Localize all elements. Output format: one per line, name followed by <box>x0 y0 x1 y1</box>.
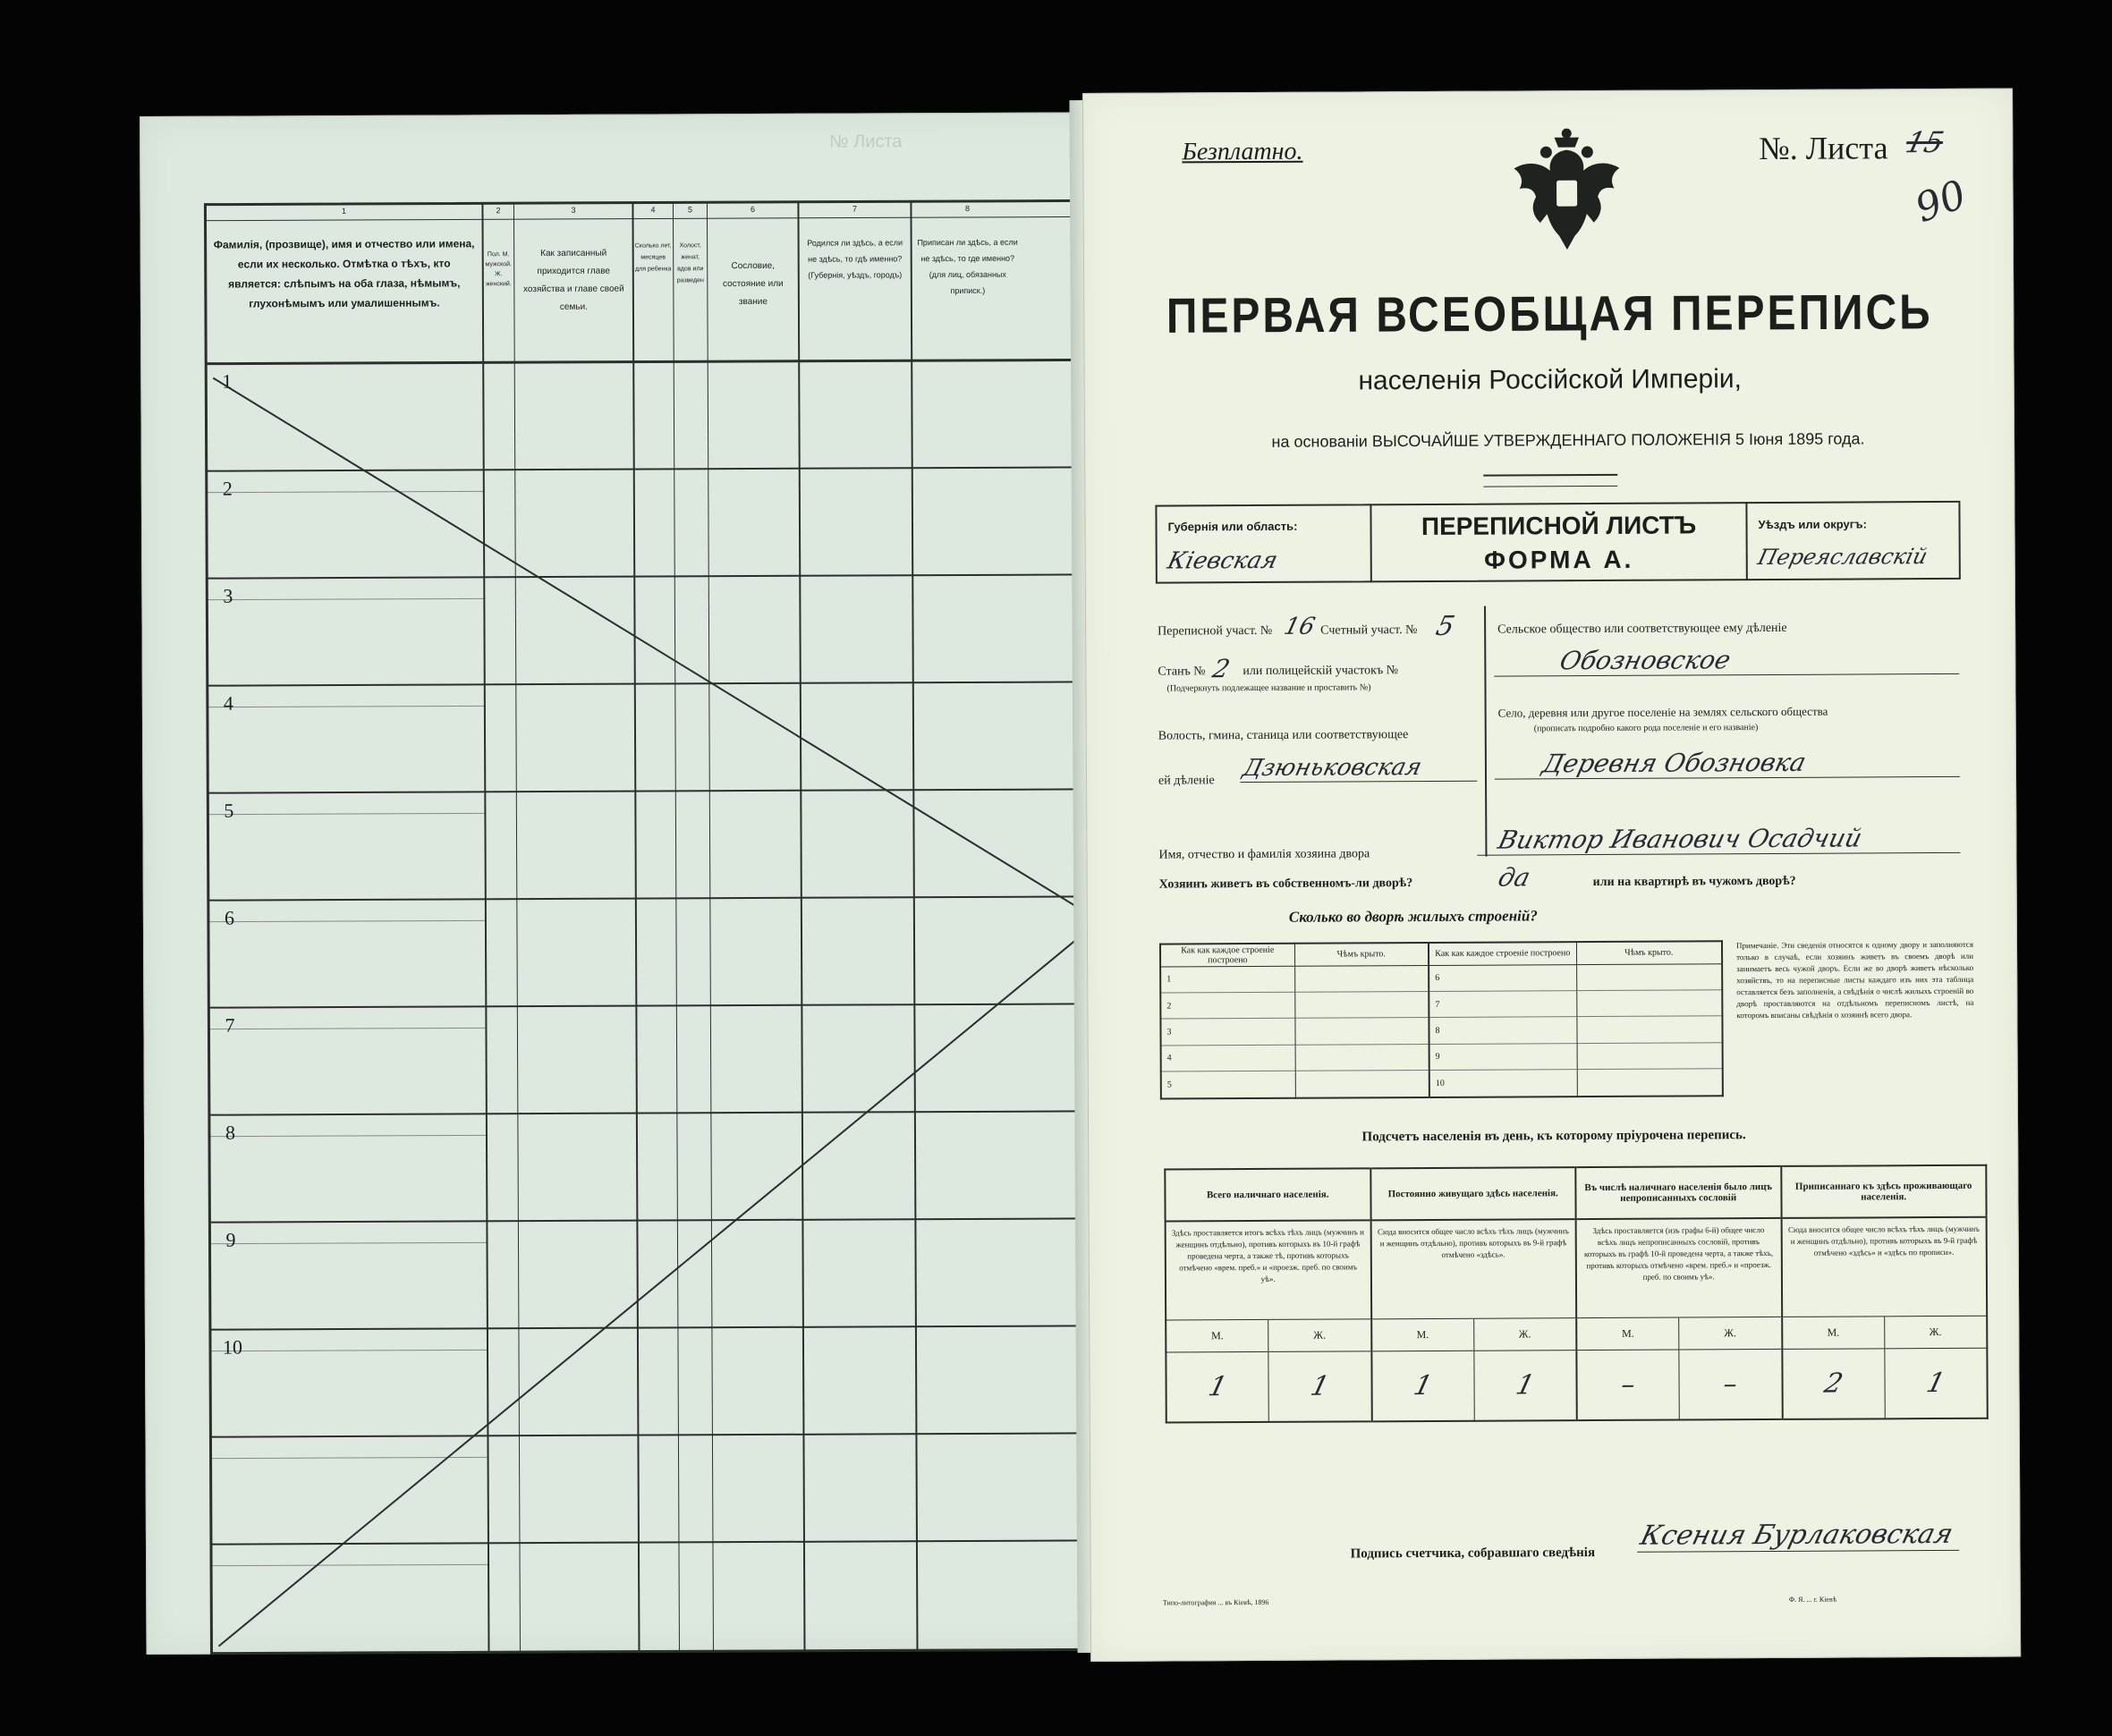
bld-head-b-right: Чѣмъ крыто. <box>1624 947 1674 959</box>
buildings-note: Примечаніе. Эти сведенія относятся к одному двору и заполняются только в случаѣ, если хозяинъ живетъ въ своемъ дворѣ или занимаетъ весь чужой дворъ. Если же во дворѣ живетъ нѣсколько хозяйствъ, то на переписные листы каждаго изъ них эта таблица оставляется безъ заполненія, а свѣдѣнія о числѣ жилыхъ строеній во дворѣ проставляются на отдѣльномъ переписномъ листѣ, на которомъ вписаны свѣдѣнія о хозяинѣ всего двора. <box>1735 939 1974 1020</box>
uezd-value: Переяславскій <box>1755 544 1930 571</box>
info-divider <box>1484 606 1487 857</box>
sum-value-unregistered-m: – <box>1568 1349 1688 1420</box>
sum-header-unregistered: Въ числѣ наличнаго населенія было лицъ непрописанныхъ сословій <box>1575 1166 1781 1219</box>
sum-value-total-f: 1 <box>1260 1351 1380 1422</box>
bld-row-right: 9 <box>1429 1043 1577 1070</box>
page-basis: на основаніи ВЫСОЧАЙШЕ УТВЕРЖДЕННАГО ПОЛОЖЕНІЯ 5 Іюня 1895 года. <box>1271 429 1865 451</box>
sum-header-total: Всего наличнаго населенія. <box>1165 1168 1370 1221</box>
volost-label: Волость, гмина, станица или соответствующее <box>1158 728 1409 743</box>
volost-label-2: ей дѣленіе <box>1158 774 1215 788</box>
row-number-3: 3 <box>223 584 233 607</box>
bld-row-left: 5 <box>1161 1071 1295 1098</box>
police-label: или полицейскій участокъ № <box>1243 664 1399 679</box>
row-number-4: 4 <box>223 691 233 715</box>
page-subtitle: населенія Россійской Имперіи, <box>1358 364 1743 396</box>
sum-sex-label: Ж. <box>1679 1317 1782 1350</box>
sum-note-unregistered: Здѣсь проставляется (изъ графы 6-й) общее число всѣхъ лицъ непрописанныхъ сословій, противъ которыхъ въ графѣ 10-й проведена черта, а также тѣхъ, противъ которыхъ отмѣчено «врем. преб.» и «проезж. преб. по своимъ уѣ». <box>1576 1218 1782 1317</box>
owner-value: Виктор Иванович Осадчий <box>1477 823 1967 856</box>
row-number-2: 2 <box>222 477 233 500</box>
col-header-6: Сословие, состояние или звание <box>723 260 784 308</box>
bld-head-a-left: Как как каждое строеніе построено <box>1160 944 1294 967</box>
sum-sex-label: М. <box>1782 1316 1885 1349</box>
uchast-value: 16 <box>1281 613 1318 640</box>
col-num-4: 4 <box>650 205 656 215</box>
ornament-divider <box>1483 474 1617 487</box>
corner-number: 90 <box>1909 171 1972 233</box>
row-number-1: 1 <box>222 369 233 393</box>
sheet-label: №. Листа <box>1759 130 1888 167</box>
sum-sex-label: Ж. <box>1473 1317 1576 1351</box>
bld-row-right: 10 <box>1429 1069 1577 1097</box>
owner-label: Имя, отчество и фамилія хозяина двора <box>1158 847 1370 862</box>
sum-sex-label: М. <box>1371 1318 1474 1351</box>
volost-value: Дзюньковская <box>1240 754 1484 783</box>
schet-value: 5 <box>1432 610 1458 642</box>
stan-label: Станъ № <box>1158 665 1206 679</box>
ghost-sheet-label: № Листа <box>829 131 903 152</box>
underline-note: (Подчеркнуть подлежащее название и проставить №) <box>1166 682 1371 694</box>
col-num-6: 6 <box>750 204 755 215</box>
row-number-8: 8 <box>225 1121 236 1144</box>
sum-sex-label: М. <box>1166 1319 1268 1352</box>
sum-value-unregistered-f: – <box>1671 1349 1791 1420</box>
col-header-4: Сколько лет, месяцев для ребенка <box>634 242 672 273</box>
sum-header-registered: Приписаннаго къ здѣсь проживающаго населенія. <box>1794 1180 1972 1203</box>
col-header-8: Приписан ли здѣсь, а если не здѣсь, то где именно? (для лиц, обязанных приписк.) <box>917 237 1018 296</box>
sum-note-permanent: Сюда вносится общее число всѣхъ тѣхъ лицъ (мужчинъ и женщинъ отдѣльно), противъ которыхъ въ 9-й графѣ отмѣчено «здѣсь». <box>1370 1219 1576 1318</box>
village-note: (прописать подробно какого рода поселеніе и его названіе) <box>1533 723 1759 734</box>
row-number-7: 7 <box>225 1013 235 1037</box>
sheet-number: 15 <box>1902 124 1947 160</box>
row-number-9: 9 <box>225 1228 236 1251</box>
sum-sex-label: М. <box>1576 1317 1679 1351</box>
summary-title: Подсчетъ населенія въ день, къ которому пріурочена перепись. <box>1361 1128 1746 1145</box>
soc-label: Сельское общество или соответствующее ему дѣленіе <box>1497 621 1787 637</box>
col-header-7: Родился ли здѣсь, а если не здѣсь, то гдѣ именно? (Губернія, уѣздъ, городъ) <box>807 238 903 280</box>
sum-note-registered: Сюда вносится общее число всѣхъ тѣхъ лицъ (мужчинъ и женщинъ отдѣльно), противъ которыхъ въ 9-й графѣ отмѣчено «здѣсь» и «здѣсь по прописи». <box>1787 1224 1980 1258</box>
col-header-3: Как записанный приходится главе хозяйства и главе своей семьи. <box>522 248 624 312</box>
sum-sex-label: Ж. <box>1929 1325 1942 1338</box>
signature-value: Ксения Бурлаковская <box>1637 1519 1967 1553</box>
own-yard-value: да <box>1495 862 1534 893</box>
row-number-10: 10 <box>222 1335 243 1359</box>
summary-table <box>1164 1164 1988 1424</box>
col-num-3: 3 <box>571 205 576 215</box>
col-header-5: Холост, женат, вдов или разведен <box>676 242 704 284</box>
bld-row-right: 6 <box>1429 964 1576 991</box>
sum-note-total: Здѣсь проставляется итогъ всѣхъ тѣхъ лицъ (мужчинъ и женщинъ отдѣльно), противъ которыхъ въ 10-й графѣ проведена черта, а также тѣ, противъ которыхъ отмѣчено «врем. преб.» и «проезж. преб. по своимъ уѣ». <box>1166 1220 1371 1319</box>
col-header-1: Фамилія, (прозвище), имя и отчество или имена, если их несколько. Отмѣтка о тѣхъ, кто является: слѣпымъ на оба глаза, нѣмымъ, глухонѣмымъ или умалишеннымъ. <box>213 237 475 310</box>
sum-value-permanent-f: 1 <box>1465 1350 1585 1421</box>
schet-label: Счетный участ. № <box>1320 623 1418 638</box>
row-number-5: 5 <box>224 799 234 822</box>
bld-head-b-left: Чѣмъ крыто. <box>1294 943 1429 966</box>
bld-row-right: 7 <box>1429 990 1576 1017</box>
free-label: Безплатно. <box>1182 137 1303 166</box>
village-label: Село, деревня или другое поселеніе на землях сельского общества <box>1497 704 1828 720</box>
bld-row-left: 4 <box>1161 1045 1295 1071</box>
printer-left: Типо-литография ... въ Кіевѣ, 1896 <box>1162 1597 1269 1607</box>
village-value: Деревня Обозновка <box>1495 747 1967 780</box>
page-title: ПЕРВАЯ ВСЕОБЩАЯ ПЕРЕПИСЬ <box>1166 285 1933 344</box>
bld-row-left: 3 <box>1160 1018 1294 1045</box>
bld-row-left: 2 <box>1160 992 1294 1019</box>
bld-head-a-right: Как как каждое строеніе построено <box>1429 942 1576 965</box>
own-yard-label: Хозяинъ живетъ въ собственномъ-ли дворѣ? <box>1158 876 1413 892</box>
row-number-6: 6 <box>224 906 234 929</box>
col-num-2: 2 <box>496 206 501 216</box>
col-num-1: 1 <box>341 206 346 216</box>
signature-label: Подпись счетчика, собравшаго сведѣнія <box>1350 1545 1596 1562</box>
col-num-5: 5 <box>687 205 692 215</box>
gub-label: Губернія или область: <box>1167 519 1298 534</box>
stan-value: 2 <box>1209 654 1234 684</box>
sum-value-registered-m: 2 <box>1773 1348 1893 1419</box>
form-title: ПЕРЕПИСНОЙ ЛИСТЪ <box>1421 511 1697 541</box>
right-page <box>1082 89 2021 1662</box>
buildings-question: Сколько во дворѣ жилыхъ строеній? <box>1288 907 1538 926</box>
rent-label: или на квартирѣ въ чужомъ дворѣ? <box>1592 874 1796 890</box>
left-page <box>140 112 1108 1655</box>
sum-value-registered-f: 1 <box>1923 1367 1948 1399</box>
soc-value: Обозновское <box>1494 644 1966 677</box>
sum-value-permanent-m: 1 <box>1362 1351 1482 1422</box>
sum-header-permanent: Постоянно живущаго здѣсь населенія. <box>1370 1167 1576 1220</box>
uchast-label: Переписной участ. № <box>1158 623 1273 639</box>
double-eagle-emblem-icon <box>1499 125 1634 260</box>
left-grid <box>140 113 1109 1656</box>
bld-row-left: 1 <box>1160 966 1294 993</box>
buildings-table <box>1159 940 1724 1099</box>
col-num-7: 7 <box>852 204 857 214</box>
bld-row-right: 8 <box>1429 1017 1576 1044</box>
sum-sex-label: Ж. <box>1268 1318 1371 1351</box>
sum-value-total-m: 1 <box>1158 1351 1277 1423</box>
uezd-label: Уѣздъ или округъ: <box>1758 517 1867 532</box>
gub-value: Кіевская <box>1165 546 1281 575</box>
col-num-8: 8 <box>964 203 970 213</box>
col-header-2: Пол. М. мужской. Ж. женский. <box>485 251 513 288</box>
form-subtitle: ФОРМА А. <box>1484 545 1634 574</box>
printer-right: Ф. Я. ... г. Кіевѣ <box>1788 1595 1837 1604</box>
